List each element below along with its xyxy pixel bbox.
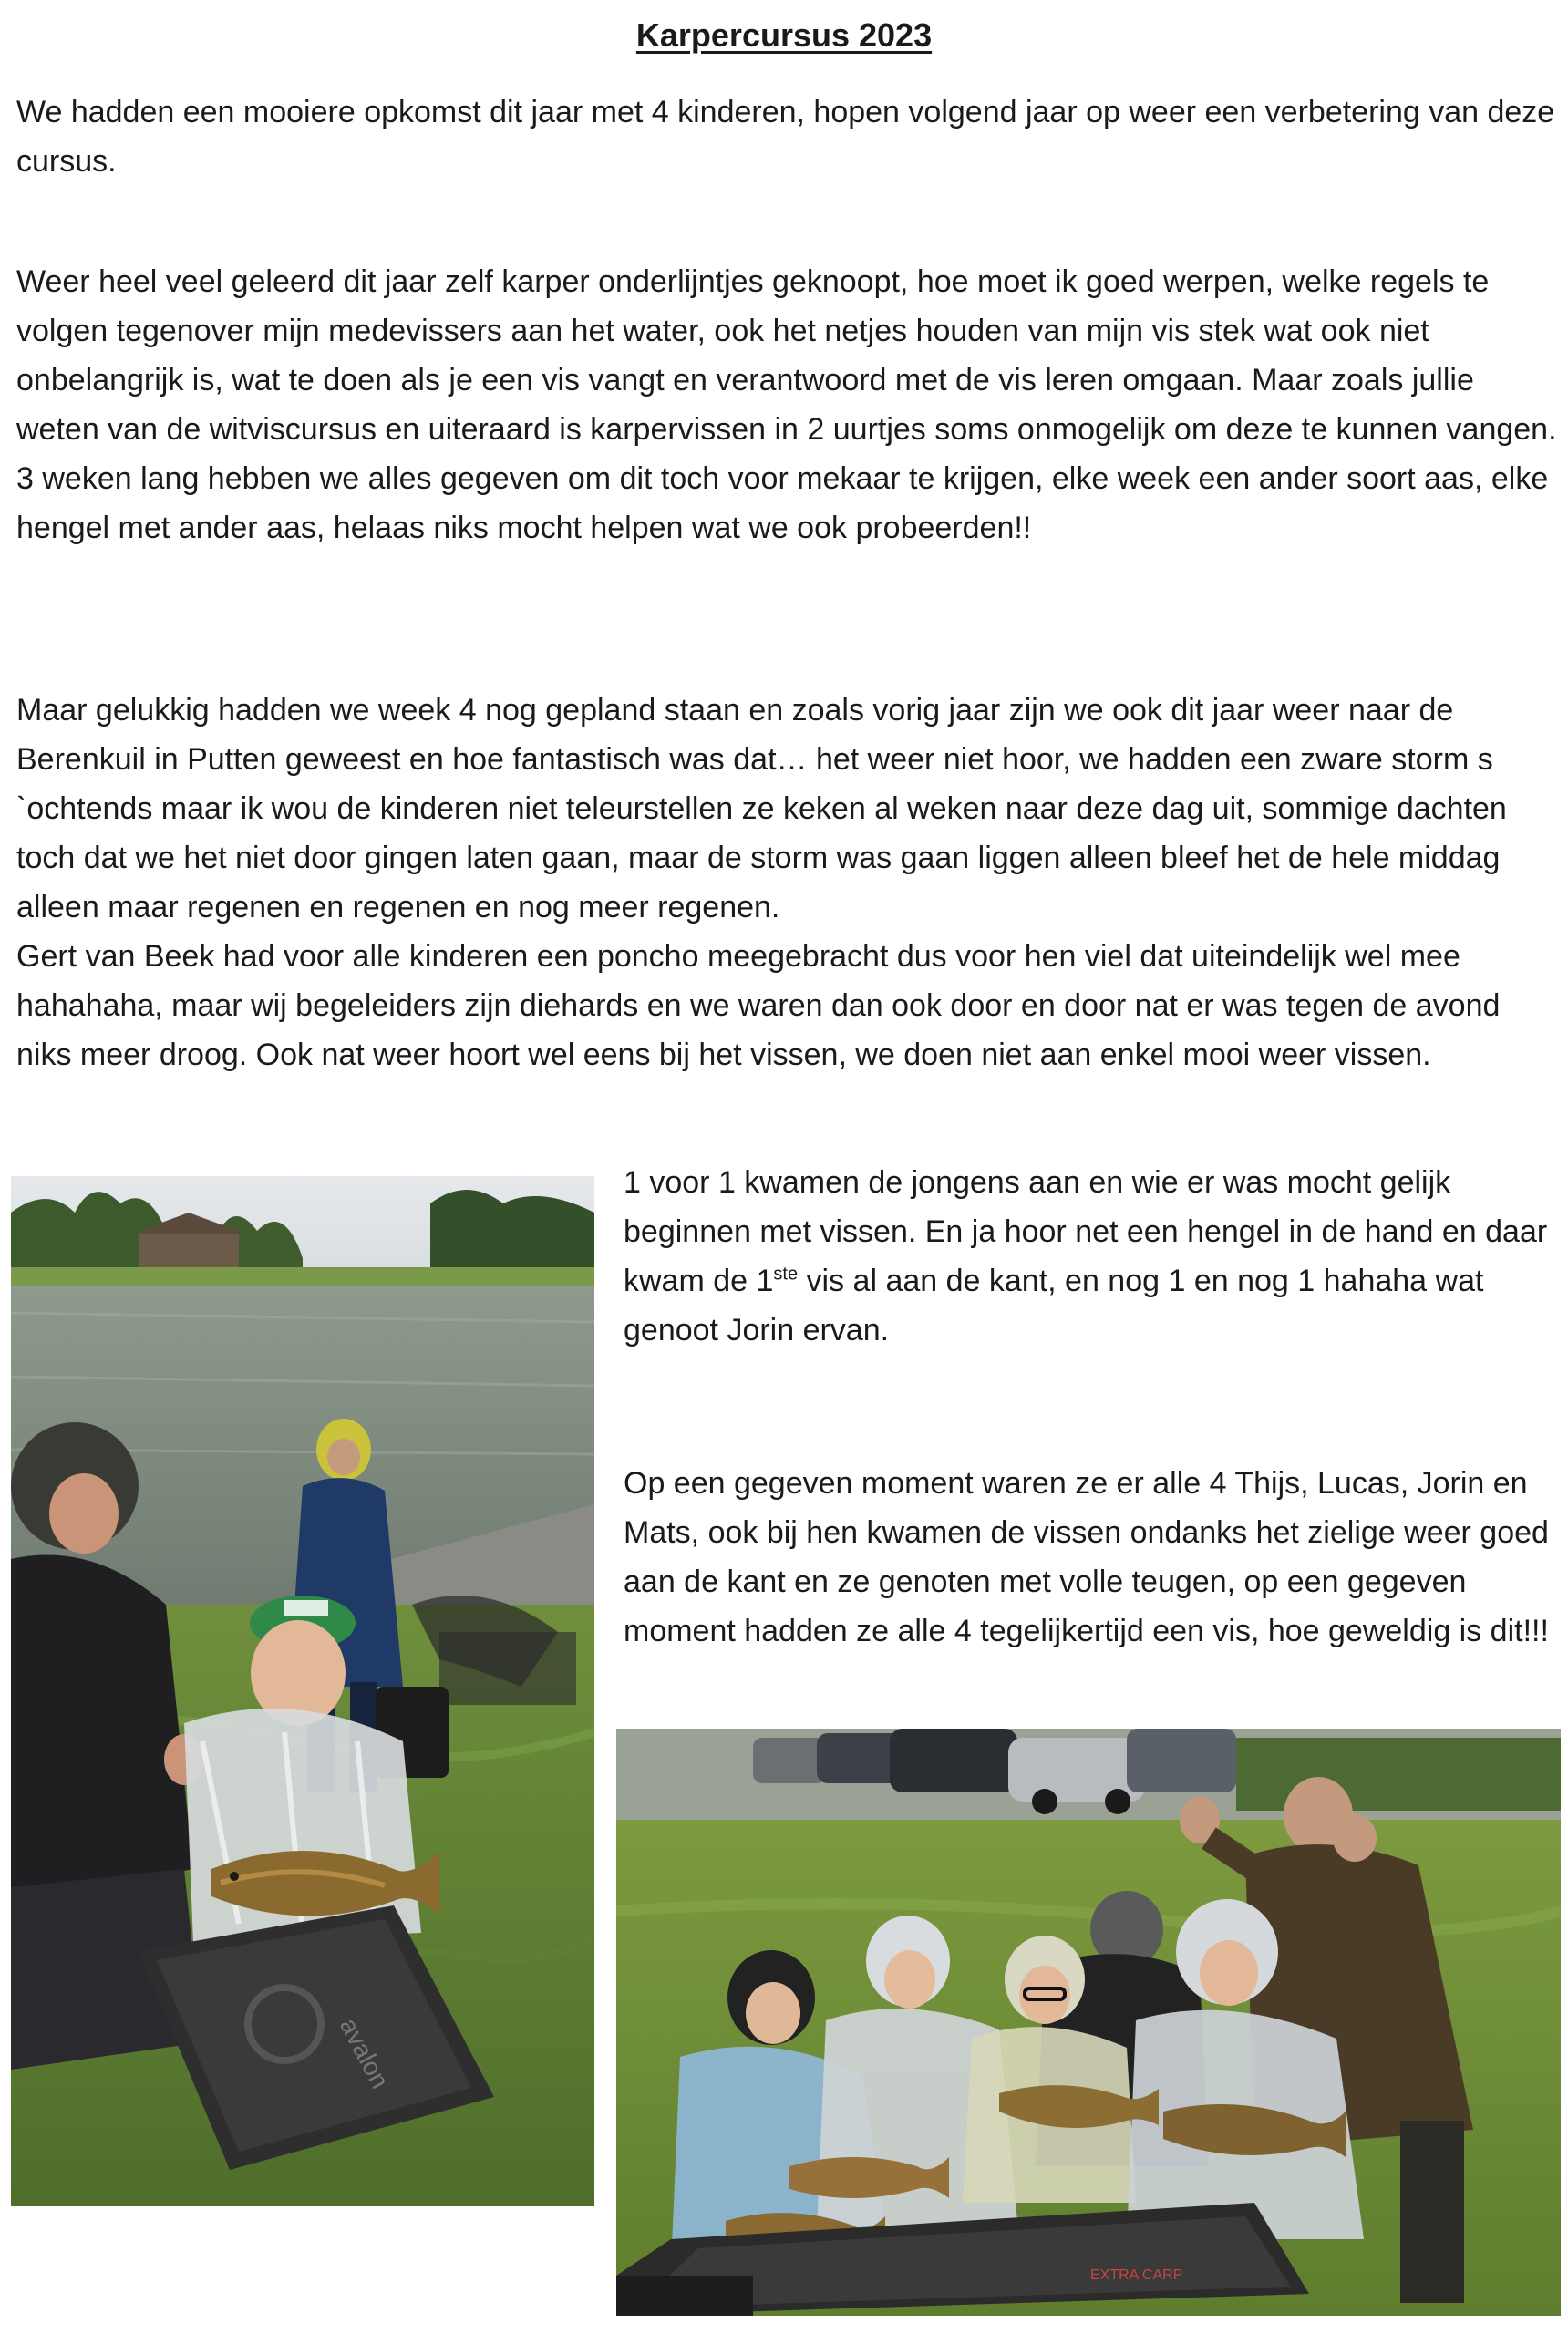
photo-boy-with-carp-illustration bbox=[11, 1176, 594, 2206]
page-title: Karpercursus 2023 bbox=[635, 16, 933, 54]
intro-paragraph: We hadden een mooiere opkomst dit jaar met 4 kinderen, hopen volgend jaar op weer een verbetering van deze cursus. bbox=[16, 95, 1555, 179]
photo1-mat-brand: avalon bbox=[334, 2013, 395, 2093]
first-fish-text-a: 1 voor 1 kwamen de jongens aan en wie er was mocht gelijk beginnen met vissen. En ja hoor net een hengel in de hand en daar kwam de 1 bbox=[624, 1165, 1548, 1298]
photo2-mat-brand: EXTRA CARP bbox=[1090, 2267, 1183, 2283]
week4-paragraph: Maar gelukkig hadden we week 4 nog gepland staan en zoals vorig jaar zijn we ook dit jaar weer naar de Berenkuil in Putten geweest en hoe fantastisch was dat… het weer niet hoor, we hadden een zware storm s `ochtends maar ik wou de kinderen niet teleurstellen ze keken al weken naar deze dag uit, sommige dachten toch dat we het niet door gingen laten gaan, maar de storm was gaan liggen alleen bleef het de hele middag alleen maar regenen en regenen en nog meer regenen. bbox=[16, 693, 1507, 924]
photo-four-kids-illustration bbox=[616, 1729, 1561, 2316]
week4-section bbox=[16, 686, 1557, 1079]
photo-four-kids-with-carp bbox=[616, 1729, 1561, 2316]
first-fish-text-b: vis al aan de kant, en nog 1 en nog 1 hahaha wat genoot Jorin ervan. bbox=[624, 1264, 1484, 1348]
photo-boy-with-carp bbox=[11, 1176, 594, 2206]
poncho-paragraph: Gert van Beek had voor alle kinderen een poncho meegebracht dus voor hen viel dat uiteindelijk wel mee hahahaha, maar wij begeleiders zijn diehards en we waren dan ook door en door nat er was tegen de avond niks meer droog. Ook nat weer hoort wel eens bij het vissen, we doen niet aan enkel mooi weer vissen. bbox=[16, 939, 1501, 1072]
all-four-paragraph: Op een gegeven moment waren ze er alle 4 Thijs, Lucas, Jorin en Mats, ook bij hen kwamen de vissen ondanks het zielige weer goed aan de kant en ze genoten met volle teugen, op een gegeven moment hadden ze alle 4 tegelijkertijd een vis, hoe geweldig is dit!!! bbox=[624, 1466, 1549, 1648]
lessons-paragraph: Weer heel veel geleerd dit jaar zelf karper onderlijntjes geknoopt, hoe moet ik goed werpen, welke regels te volgen tegenover mijn medevissers aan het water, ook het netjes houden van mijn vis stek wat ook niet onbelangrijk is, wat te doen als je een vis vangt en verantwoord met de vis leren omgaan. Maar zoals jullie weten van de witviscursus en uiteraard is karpervissen in 2 uurtjes soms onmogelijk om deze te kunnen vangen. 3 weken lang hebben we alles gegeven om dit toch voor mekaar te krijgen, elke week een ander soort aas, elke hengel met ander aas, helaas niks mocht helpen wat we ook probeerden!! bbox=[16, 264, 1557, 545]
first-fish-paragraph bbox=[624, 1158, 1563, 1355]
first-fish-superscript: ste bbox=[773, 1264, 799, 1285]
